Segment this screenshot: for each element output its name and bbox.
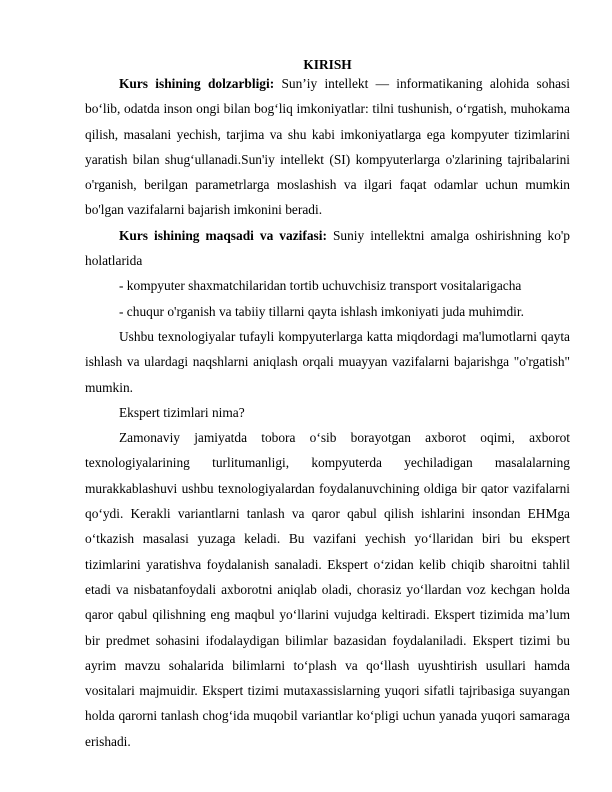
relevance-heading: Kurs ishining dolzarbligi: — [119, 76, 275, 91]
paragraph-technologies: Ushbu texnologiyalar tufayli kompyuterlarga katta miqdordagi ma'lumotlarni qayta ishlash va ulardagi naqshlarni aniqlash orqali muayyan vazifalarni bajarishga "o'rgatish" mumkin. — [85, 328, 570, 395]
page-title: KIRISH — [303, 57, 352, 72]
document-body — [85, 58, 570, 754]
list-item-deep-learning: - chuqur o'rganish va tabiiy tillarni qayta ishlash imkoniyati juda muhimdir. — [119, 303, 524, 319]
paragraph-relevance — [85, 71, 570, 223]
goal-text: Suniy intellektni amalga oshirishning ko'p holatlarida — [85, 227, 570, 269]
section-question: Ekspert tizimlari nima? — [119, 404, 245, 420]
relevance-text: Sun’iy intellekt — informatikaning alohida sohasi bo‘lib, odatda inson ongi bilan bog‘liq imkoniyatlar: tilni tushunish, o‘rgatish, muhokama qilish, masalani yechish, tarjima va shu kabi imkoniyatlarga ega kompyuter tizimlarini yaratish bilan shug‘ullanadi.Sun'iy intellekt (SI) kompyuterlarga o'zlarining tajribalarini o'rganish, berilgan parametrlarga moslashish va ilgari faqat odamlar uchun mumkin bo'lgan vazifalarni bajarish imkonini beradi. — [85, 76, 570, 218]
goal-heading: Kurs ishining maqsadi va vazifasi: — [119, 227, 327, 243]
paragraph-expert-systems: Zamonaviy jamiyatda tobora o‘sib borayotgan axborot oqimi, axborot texnologiyalarining turlitumanligi, kompyuterda yechiladigan masalalarning murakkablashuvi ushbu texnologiyalardan foydalanuvchining oldiga bir qator vazifalarni qo‘ydi. Kerakli variantlarni tanlash va qaror qabul qilish ishlarini insondan EHMga o‘tkazish masalasi yuzaga keladi. Bu vazifani yechish yo‘llaridan biri bu ekspert tizimlarini yaratishva foydalanish sanaladi. Ekspert o‘zidan kelib chiqib sharoitni tahlil etadi va nisbatanfoydali axborotni aniqlab oladi, chorasiz yo‘llardan voz kechgan holda qaror qabul qilishning eng maqbul yo‘llarini vujudga keltiradi. Ekspert tizimida ma’lum bir predmet sohasini ifodalaydigan bilimlar bazasidan foydalaniladi. Ekspert tizimi bu ayrim mavzu sohalarida bilimlarni to‘plash va qo‘llash uyushtirish usullari hamda vositalari majmuidir. Ekspert tizimi mutaxassislarning yuqori sifatli tajribasiga suyangan holda qarorni tanlash chog‘ida muqobil variantlar ko‘pligi uchun yanada yuqori samaraga erishadi. — [85, 430, 570, 749]
paragraph-goal — [85, 223, 570, 274]
list-item-chess: - kompyuter shaxmatchilaridan tortib uchuvchisiz transport vositalarigacha — [119, 278, 522, 294]
